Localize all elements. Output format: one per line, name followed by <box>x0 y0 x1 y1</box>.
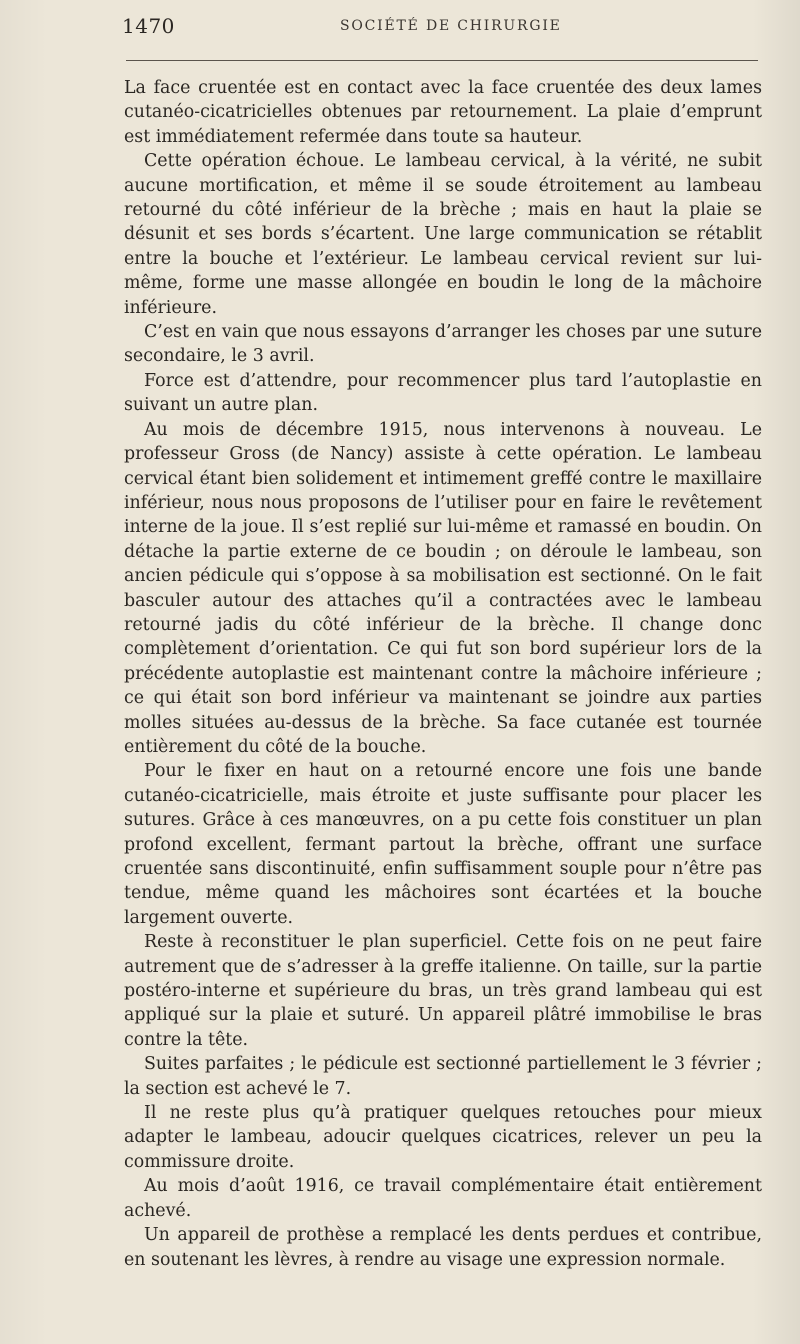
paragraph: Au mois de décembre 1915, nous intervenons à nouveau. Le professeur Gross (de Nancy) assiste à cette opération. Le lambeau cervical étant bien solidement et intimement greffé contre le maxillaire inférieur, nous nous proposons de l’utiliser pour en faire le revêtement interne de la joue. Il s’est replié sur lui-même et ramassé en boudin. On détache la partie externe de ce boudin ; on déroule le lambeau, son ancien pédicule qui s’oppose à sa mobilisation est sectionné. On le fait basculer autour des attaches qu’il a contractées avec le lambeau retourné jadis du côté inférieur de la brèche. Il change donc complètement d’orientation. Ce qui fut son bord supérieur lors de la précédente autoplastie est maintenant contre la mâchoire inférieure ; ce qui était son bord inférieur va maintenant se joindre aux parties molles situées au-dessus de la brèche. Sa face cutanée est tournée entièrement du côté de la bouche. <box>124 419 762 757</box>
paragraph: Reste à reconstituer le plan superficiel. Cette fois on ne peut faire autrement que de s’adresser à la greffe italienne. On taille, sur la partie postéro-interne et supérieure du bras, un très grand lambeau qui est appliqué sur la plaie et suturé. Un appareil plâtré immobilise le bras contre la tête. <box>124 932 762 1050</box>
paragraph: Au mois d’août 1916, ce travail complémentaire était entièrement achevé. <box>124 1176 762 1221</box>
paragraph: Force est d’attendre, pour recommencer plus tard l’autoplastie en suivant un autre plan. <box>124 370 762 416</box>
paragraph: C’est en vain que nous essayons d’arranger les choses par une suture secondaire, le 3 avril. <box>124 322 762 367</box>
body-text <box>124 76 762 1272</box>
paragraph: Cette opération échoue. Le lambeau cervical, à la vérité, ne subit aucune mortification, et même il se soude étroitement au lambeau retourné du côté inférieur de la brèche ; mais en haut la plaie se désunit et ses bords s’écartent. Une large communication se rétablit entre la bouche et l’extérieur. Le lambeau cervical revient sur lui-même, forme une masse allongée en boudin le long de la mâchoire inférieure. <box>124 151 762 318</box>
paragraph: Suites parfaites ; le pédicule est sectionné partiellement le 3 février ; la section est achevé le 7. <box>124 1054 762 1099</box>
page-header <box>122 14 762 44</box>
page-number: 1470 <box>122 14 175 38</box>
header-rule <box>126 60 758 61</box>
paragraph: La face cruentée est en contact avec la face cruentée des deux lames cutanéo-cicatricielles obtenues par retournement. La plaie d’emprunt est immédiatement refermée dans toute sa hauteur. <box>124 78 762 147</box>
paragraph: Pour le fixer en haut on a retourné encore une fois une bande cutanéo-cicatricielle, mais étroite et juste suffisante pour placer les sutures. Grâce à ces manœuvres, on a pu cette fois constituer un plan profond excellent, fermant partout la brèche, offrant une surface cruentée sans discontinuité, enfin suffisamment souple pour n’être pas tendue, même quand les mâchoires sont écartées et la bouche largement ouverte. <box>124 761 762 928</box>
paragraph: Il ne reste plus qu’à pratiquer quelques retouches pour mieux adapter le lambeau, adoucir quelques cicatrices, relever un peu la commissure droite. <box>124 1103 762 1172</box>
running-title: SOCIÉTÉ DE CHIRURGIE <box>340 18 562 34</box>
paragraph: Un appareil de prothèse a remplacé les dents perdues et contribue, en soutenant les lèvres, à rendre au visage une expression normale. <box>124 1225 762 1270</box>
